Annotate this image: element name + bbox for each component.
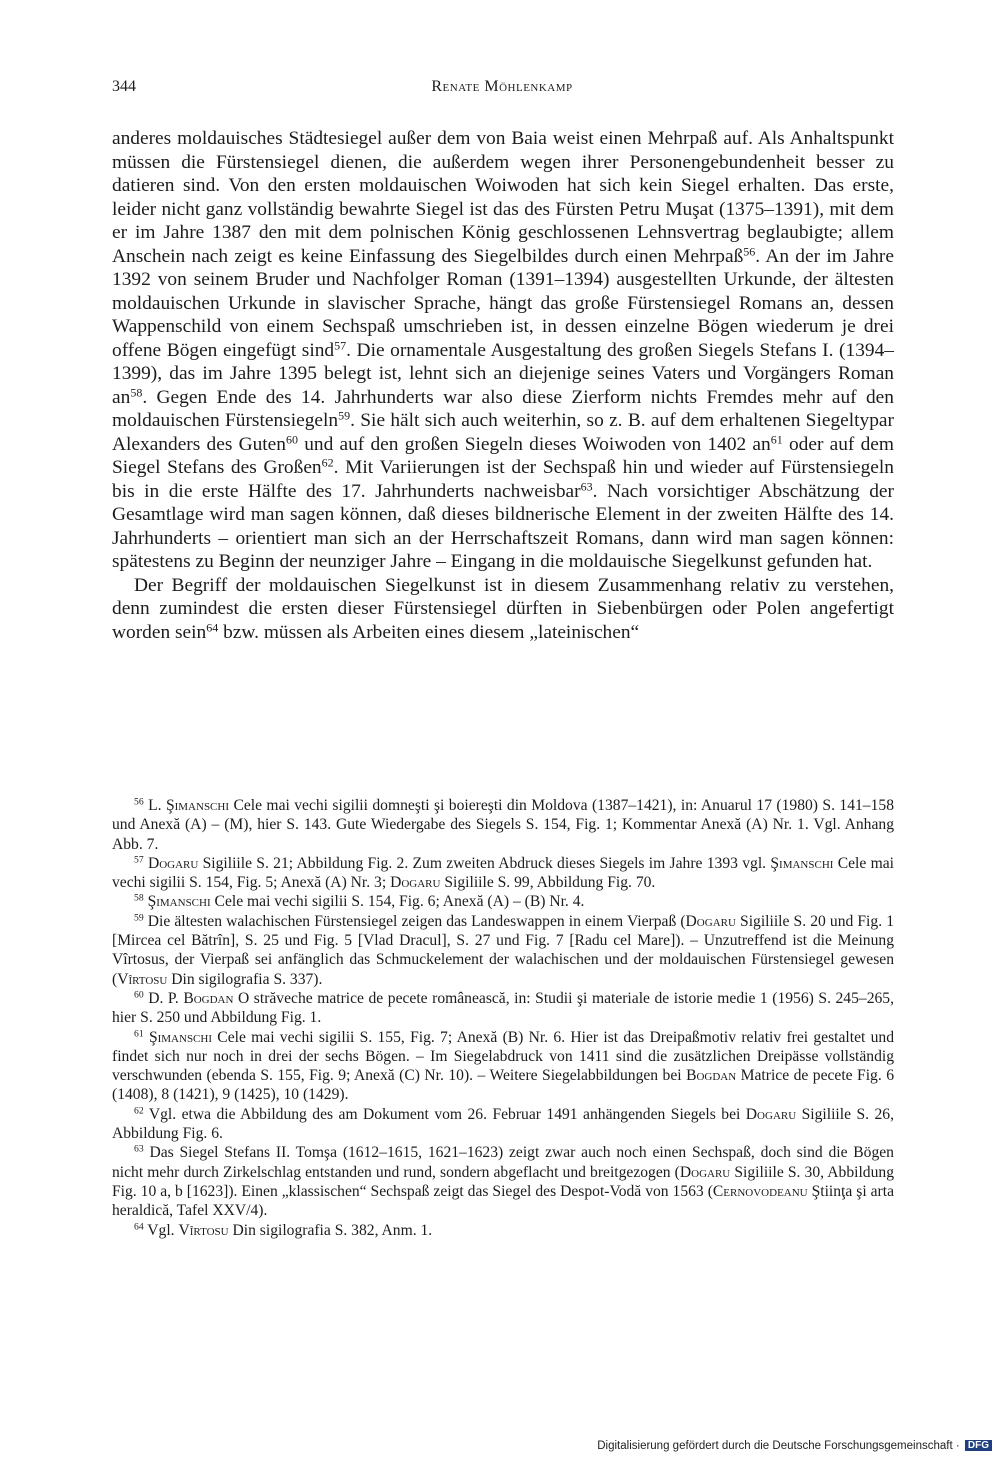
text-run: Vgl. etwa die Abbildung des am Dokument vom 26. Februar 1491 anhängenden Siegels bei [148, 1105, 746, 1123]
footnote-64 [112, 1221, 894, 1240]
text-run: Din sigilografia S. 382, Anm. 1. [228, 1221, 433, 1239]
footnote-58 [112, 892, 894, 911]
author-name: Vîrtosu [178, 1221, 229, 1239]
footnote-number: 63 [134, 1144, 144, 1156]
text-run: Sigiliile S. 30, Abbildung Fig. 10 a, b [1623]). Einen „klassischen“ Sechspaß zeigt das Siegel des Despot-Vodă von 1563 ( [112, 1163, 894, 1200]
text-run: Cele mai vechi sigilii S. 155, Fig. 7; Anexă (B) Nr. 6. Hier ist das Dreipaßmotiv relativ frei gestaltet und findet sich nur noch in drei der sechs Bögen. – Im Siegelabdruck von 1411 sind die zusätzlichen Dreipässe vollständig verschwunden (ebenda S. 155, Fig. 9; Anexă (C) Nr. 10). – Weitere Siegelabbildungen bei [112, 1028, 894, 1085]
author-name: Şimanschi [165, 797, 230, 814]
footer-text: Digitalisierung gefördert durch die Deutsche Forschungsgemeinschaft · [597, 1440, 960, 1452]
footnote-ref-64[interactable]: 64 [206, 619, 219, 634]
footnote-number: 64 [134, 1221, 144, 1233]
text-run: Matrice de pecete Fig. 6 (1408), 8 (1421), 9 (1425), 10 (1429). [112, 1067, 895, 1104]
text-run: Die ältesten walachischen Fürstensiegel zeigen das Landeswappen in einem Vierpaß ( [147, 912, 686, 930]
author-name: Vîrtosu [117, 970, 168, 988]
author-name: Şimanschi [147, 893, 211, 911]
text-run: Sigiliile S. 26, Abbildung Fig. 6. [112, 1105, 894, 1143]
text-run: oder auf dem Siegel Stefans des Großen [112, 433, 894, 478]
footnote-number: 57 [134, 854, 144, 866]
text-run: D. P. [148, 989, 184, 1007]
author-name: Cernovodeanu [712, 1182, 808, 1200]
footnote-ref-61[interactable]: 61 [770, 431, 783, 446]
text-run: . An der im Jahre 1392 von seinem Bruder und Nachfolger Roman (1391–1394) ausgestellten Urkunde, der ältesten moldauischen Urkunde in slavischer Sprache, hängt das große Fürstensiegel Romans an, dessen Wappenschild von einem Sechspaß umschrieben ist, in dessen einzelne Bögen wiederum je drei offene Bögen eingefügt sind [112, 245, 894, 361]
author-name: Dogaru [390, 874, 441, 892]
text-run: Cele mai vechi sigilii domneşti şi boiereşti din Moldova (1387–1421), in: Anuarul 17 (1980) S. 141–158 und Anexă (A) – (M), hier S. 143. Gute Wiedergabe des Siegels S. 154, Fig. 1; Kommentar Anexă (A) Nr. 1. Vgl. Anhang Abb. 7. [112, 797, 894, 853]
text-run: Vgl. [147, 1221, 179, 1239]
footnote-ref-62[interactable]: 62 [321, 455, 334, 470]
footnote-56 [112, 796, 894, 854]
footnote-ref-56[interactable]: 56 [743, 243, 756, 258]
text-run: Sigiliile S. 99, Abbildung Fig. 70. [440, 874, 656, 892]
footnote-number: 58 [134, 893, 144, 905]
running-head: Renate Möhlenkamp [431, 78, 573, 95]
text-run: Das Siegel Stefans II. Tomşa (1612–1615, 1621–1623) zeigt zwar auch noch einen Sechspaß, doch sind die Bögen nicht mehr durch Zirkelschlag entstanden und rund, sondern abgeflacht und breitgezogen ( [112, 1144, 894, 1181]
text-run: . Sie hält sich auch weiterhin, so z. B. auf dem erhaltenen Siegeltypar Alexanders des Guten [112, 410, 894, 455]
author-name: Dogaru [745, 1105, 797, 1123]
footnote-number: 62 [134, 1105, 144, 1117]
text-run: Sigiliile S. 21; Abbildung Fig. 2. Zum zweiten Abdruck dieses Siegels im Jahre 1393 vgl. [198, 854, 771, 872]
author-name: Bogdan [183, 989, 234, 1007]
author-name: Dogaru [685, 912, 736, 930]
main-text [112, 127, 894, 644]
footnote-ref-57[interactable]: 57 [334, 337, 347, 352]
footnote-62 [112, 1105, 894, 1144]
text-run: Der Begriff der moldauischen Siegelkunst ist in diesem Zusammenhang relativ zu verstehen, denn zumindest die ersten dieser Fürstensiegel dürften in Siebenbürgen oder Polen angefertigt worden sein [112, 574, 894, 643]
text-run: L. [148, 797, 166, 814]
text-run: Cele mai vechi sigilii S. 154, Fig. 5; Anexă (A) Nr. 3; [112, 854, 894, 892]
footnote-61 [112, 1028, 894, 1105]
text-run: anderes moldauisches Städtesiegel außer dem von Baia weist einen Mehrpaß auf. Als Anhaltspunkt müssen die Fürstensiegel dienen, die außerdem wegen ihrer Personengebundenheit besser zu datieren sind. Von den ersten moldauischen Woiwoden hat sich kein Siegel erhalten. Das erste, leider nicht ganz vollständig bewahrte Siegel ist das des Fürsten Petru Muşat (1375–1391), mit dem er im Jahre 1387 den mit dem polnischen König geschlossenen Lehnsvertrag beglaubigte; allem Anschein nach zeigt es keine Einfassung des Siegelbildes durch einen Mehrpaß [112, 128, 894, 267]
footnote-59 [112, 912, 894, 989]
text-run: . Nach vorsichtiger Abschätzung der Gesamtlage wird man sagen können, daß dieses bildnerische Element in der zweiten Hälfte des 14. Jahrhunderts – orientiert man sich an der Herrschaftszeit Romans, dann wird man sagen können: spätestens zu Beginn der neunziger Jahre – Eingang in die moldauische Siegelkunst gefunden hat. [112, 480, 894, 572]
footnote-ref-60[interactable]: 60 [285, 431, 298, 446]
paragraph-1 [112, 127, 894, 574]
footnote-57 [112, 854, 894, 893]
footnote-number: 56 [134, 796, 144, 808]
footnote-63 [112, 1143, 894, 1220]
dfg-logo: DFG [965, 1440, 992, 1451]
paragraph-2 [112, 574, 894, 645]
footnote-ref-63[interactable]: 63 [580, 478, 593, 493]
digitization-footer [597, 1440, 992, 1452]
text-run: Din sigilografia S. 337). [167, 970, 323, 988]
text-run: Cele mai vechi sigilii S. 154, Fig. 6; Anexă (A) – (B) Nr. 4. [210, 893, 585, 911]
footnote-number: 59 [134, 912, 144, 924]
footnote-ref-59[interactable]: 59 [338, 408, 351, 423]
author-name: Dogaru [679, 1163, 731, 1181]
text-run: Ştiinţa şi arta heraldică, Tafel XXV/4). [112, 1182, 894, 1220]
footnote-60 [112, 989, 894, 1028]
page-header [112, 78, 892, 102]
page-number: 344 [112, 78, 136, 95]
text-run: . Gegen Ende des 14. Jahrhunderts war also diese Zierform nichts Fremdes mehr auf den moldauischen Fürstensiegeln [112, 386, 894, 431]
text-run: . Die ornamentale Ausgestaltung des großen Siegels Stefans I. (1394–1399), das im Jahre 1395 belegt ist, lehnt sich an diejenige seines Vaters und Vorgängers Roman an [112, 339, 894, 408]
author-name: Bogdan [686, 1067, 737, 1085]
text-run: und auf den großen Siegeln dieses Woiwoden von 1402 an [297, 433, 771, 455]
author-name: Dogaru [147, 854, 199, 872]
text-run: bzw. müssen als Arbeiten eines diesem „lateinischen“ [218, 621, 640, 643]
author-name: Şimanschi [770, 854, 834, 872]
text-run: O străveche matrice de pecete românească, in: Studii şi materiale de istorie medie 1 (1956) S. 245–265, hier S. 250 und Abbildung Fig. 1. [112, 989, 894, 1027]
footnote-number: 60 [134, 989, 144, 1001]
footnote-number: 61 [134, 1028, 144, 1040]
footnotes [112, 796, 894, 1240]
footnote-ref-58[interactable]: 58 [130, 384, 143, 399]
text-run: Sigiliile S. 20 und Fig. 1 [Mircea cel Bătrîn], S. 25 und Fig. 5 [Vlad Dracul], S. 27 und Fig. 7 [Radu cel Mare]). – Unzutreffend ist die Meinung Vîrtosus, der Vierpaß sei anfänglich das Schmuckelement der walachischen und der moldauischen Fürstensiegel gewesen ( [112, 912, 894, 988]
text-run: . Mit Variierungen ist der Sechspaß hin und wieder auf Fürstensiegeln bis in die erste Hälfte des 17. Jahrhunderts nachweisbar [112, 457, 894, 502]
author-name: Şimanschi [148, 1028, 213, 1046]
